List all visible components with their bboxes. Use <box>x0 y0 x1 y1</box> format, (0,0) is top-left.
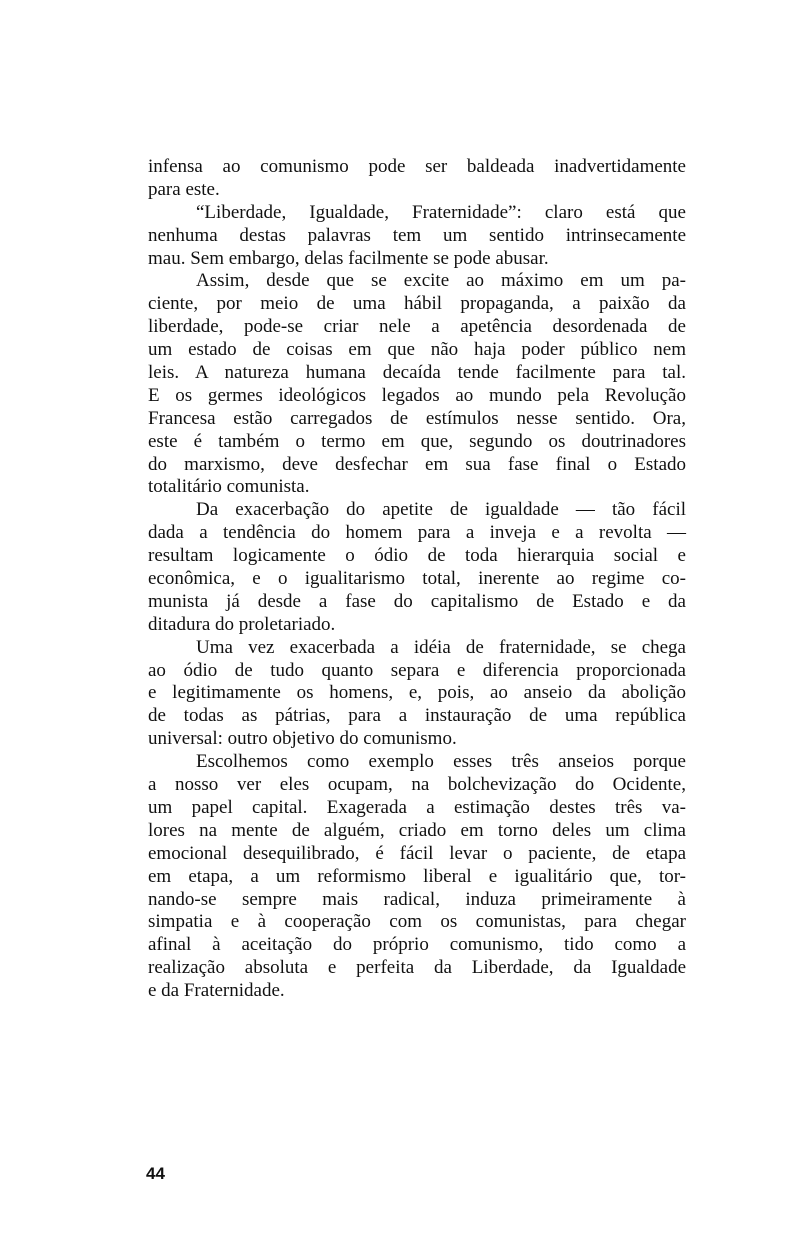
text-line: ao ódio de tudo quanto separa e diferencia proporcionada <box>148 659 686 681</box>
text-line: Francesa estão carregados de estímulos nesse sentido. Ora, <box>148 407 686 429</box>
text-line: afinal à aceitação do próprio comunismo, tido como a <box>148 934 686 956</box>
text-line: do marxismo, deve desfechar em sua fase final o Estado <box>148 453 686 475</box>
text-line: E os germes ideológicos legados ao mundo pela Revolução <box>148 384 686 406</box>
text-line: ciente, por meio de uma hábil propaganda, a paixão da <box>148 293 686 315</box>
text-line: Da exacerbação do apetite de igualdade — tão fácil <box>196 499 686 521</box>
text-line: Uma vez exacerbada a idéia de fraternidade, se chega <box>196 636 686 658</box>
text-line: Escolhemos como exemplo esses três anseios porque <box>196 751 686 773</box>
paragraph <box>148 156 686 202</box>
text-line: econômica, e o igualitarismo total, inerente ao regime co- <box>148 568 686 590</box>
text-line: este é também o termo em que, segundo os doutrinadores <box>148 430 686 452</box>
paragraph <box>148 202 686 271</box>
text-line: ditadura do proletariado. <box>148 613 336 635</box>
text-line: nando-se sempre mais radical, induza primeiramente à <box>148 888 686 910</box>
text-line: lores na mente de alguém, criado em torno deles um clima <box>148 819 686 841</box>
paragraph <box>148 637 686 751</box>
text-line: “Liberdade, Igualdade, Fraternidade”: claro está que <box>196 201 686 223</box>
text-line: infensa ao comunismo pode ser baldeada inadvertidamente <box>148 156 686 177</box>
text-line: um papel capital. Exagerada a estimação destes três va- <box>148 796 686 818</box>
paragraph <box>148 751 686 1003</box>
text-line: mau. Sem embargo, delas facilmente se pode abusar. <box>148 247 549 269</box>
text-line: universal: outro objetivo do comunismo. <box>148 728 457 750</box>
text-line: para este. <box>148 178 220 200</box>
paragraph <box>148 270 686 499</box>
paragraph <box>148 499 686 636</box>
text-line: simpatia e à cooperação com os comunistas, para chegar <box>148 911 686 933</box>
text-line: um estado de coisas em que não haja poder público nem <box>148 339 686 361</box>
text-line: e legitimamente os homens, e, pois, ao anseio da abolição <box>148 682 686 704</box>
text-line: de todas as pátrias, para a instauração de uma república <box>148 705 686 727</box>
text-line: emocional desequilibrado, é fácil levar o paciente, de etapa <box>148 842 686 864</box>
text-line: Assim, desde que se excite ao máximo em um pa- <box>196 270 686 292</box>
text-line: liberdade, pode-se criar nele a apetência desordenada de <box>148 316 686 338</box>
text-line: resultam logicamente o ódio de toda hierarquia social e <box>148 545 686 567</box>
text-line: e da Fraternidade. <box>148 980 285 1002</box>
text-line: a nosso ver eles ocupam, na bolchevização do Ocidente, <box>148 774 686 796</box>
page-number: 44 <box>146 1164 165 1183</box>
body-text <box>148 156 686 1003</box>
text-line: dada a tendência do homem para a inveja e a revolta — <box>148 522 686 544</box>
text-line: em etapa, a um reformismo liberal e igualitário que, tor- <box>148 865 686 887</box>
text-line: realização absoluta e perfeita da Liberdade, da Igualdade <box>148 957 686 979</box>
text-line: nenhuma destas palavras tem um sentido intrinsecamente <box>148 224 686 246</box>
text-line: munista já desde a fase do capitalismo de Estado e da <box>148 590 686 612</box>
text-line: leis. A natureza humana decaída tende facilmente para tal. <box>148 362 686 384</box>
text-line: totalitário comunista. <box>148 476 310 498</box>
